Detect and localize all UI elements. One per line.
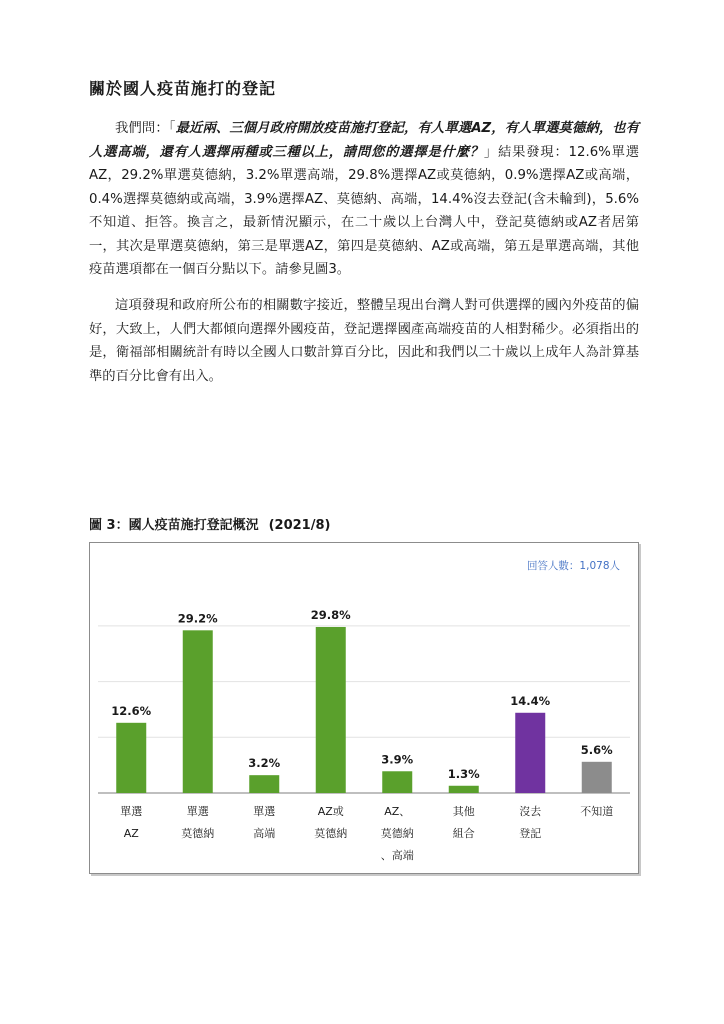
survey-question: 最近兩、三個月政府開放疫苗施打登記，有人單選AZ，有人單選莫德納，也有人選高端，還有人選擇兩種或三種以上，請問您的選擇是什麼？ [89,121,639,160]
data-label-3: 29.8% [310,607,351,622]
data-label-6: 14.4% [510,693,551,708]
data-label-7: 5.6% [580,742,613,757]
figure-caption-period: (2021/8) [268,518,331,533]
paragraph-1-findings: 結果發現：12.6%單選AZ，29.2%單選莫德納，3.2%單選高端，29.8%選擇AZ或莫德納，0.9%選擇AZ或高端，0.4%選擇莫德納或高端，3.9%選擇AZ、莫德納、高端，14.4%沒去登記(含未輪到)，5.6%不知道、拒答。換言之，最新情況顯示，在二十歲以上台灣人中，登記莫德納或AZ者居第一，其次是單選莫德納，第三是單選AZ，第四是莫德納、AZ或高端，第五是單選高端，其他疫苗選項都在一個百分點以下。請參見圖3。 [89,144,640,277]
category-label-0-1: AZ [123,827,139,840]
category-label-6-0: 沒去 [519,805,542,818]
bar-1 [183,630,213,793]
category-label-6-1: 登記 [519,827,542,840]
category-label-1-0: 單選 [186,805,209,818]
category-label-3-1: 莫德納 [314,827,348,840]
category-label-0-0: 單選 [120,805,143,818]
bar-chart [90,543,638,873]
bar-0 [116,723,146,793]
data-label-5: 1.3% [447,766,480,781]
figure-caption [89,514,330,533]
bar-5 [449,786,479,793]
bar-3 [316,627,346,793]
category-label-2-1: 高端 [253,827,276,840]
category-label-4-2: 、高端 [380,849,414,862]
data-label-0: 12.6% [111,703,152,718]
paragraph-1-quote-close: 」 [483,144,499,160]
bar-7 [582,762,612,793]
data-label-2: 3.2% [248,756,281,771]
category-label-5-1: 組合 [452,827,475,840]
bar-4 [382,771,412,793]
paragraph-1-lead: 我們問：「 [115,121,176,136]
data-label-1: 29.2% [177,611,218,626]
respondents-annotation: 回答人數：1,078人 [526,560,620,572]
figure-caption-title: 圖 3：國人疫苗施打登記概況 [89,518,259,533]
chart-frame [89,542,639,874]
category-label-4-0: AZ、 [384,805,411,818]
category-label-2-0: 單選 [253,805,276,818]
bar-6 [515,713,545,793]
category-label-3-0: AZ或 [317,805,344,818]
bar-2 [249,775,279,793]
category-label-5-0: 其他 [452,805,475,818]
category-label-4-1: 莫德納 [380,827,414,840]
page-title: 關於國人疫苗施打的登記 [89,79,277,98]
category-label-1-1: 莫德納 [181,827,215,840]
category-label-7-0: 不知道 [580,805,614,818]
data-label-4: 3.9% [381,752,414,767]
paragraph-1 [89,117,639,282]
paragraph-2: 這項發現和政府所公布的相關數字接近，整體呈現出台灣人對可供選擇的國內外疫苗的偏好，大致上，人們大都傾向選擇外國疫苗，登記選擇國產高端疫苗的人相對稀少。必須指出的是，衛福部相關統計有時以全國人口數計算百分比，因此和我們以二十歲以上成年人為計算基準的百分比會有出入。 [89,298,639,384]
